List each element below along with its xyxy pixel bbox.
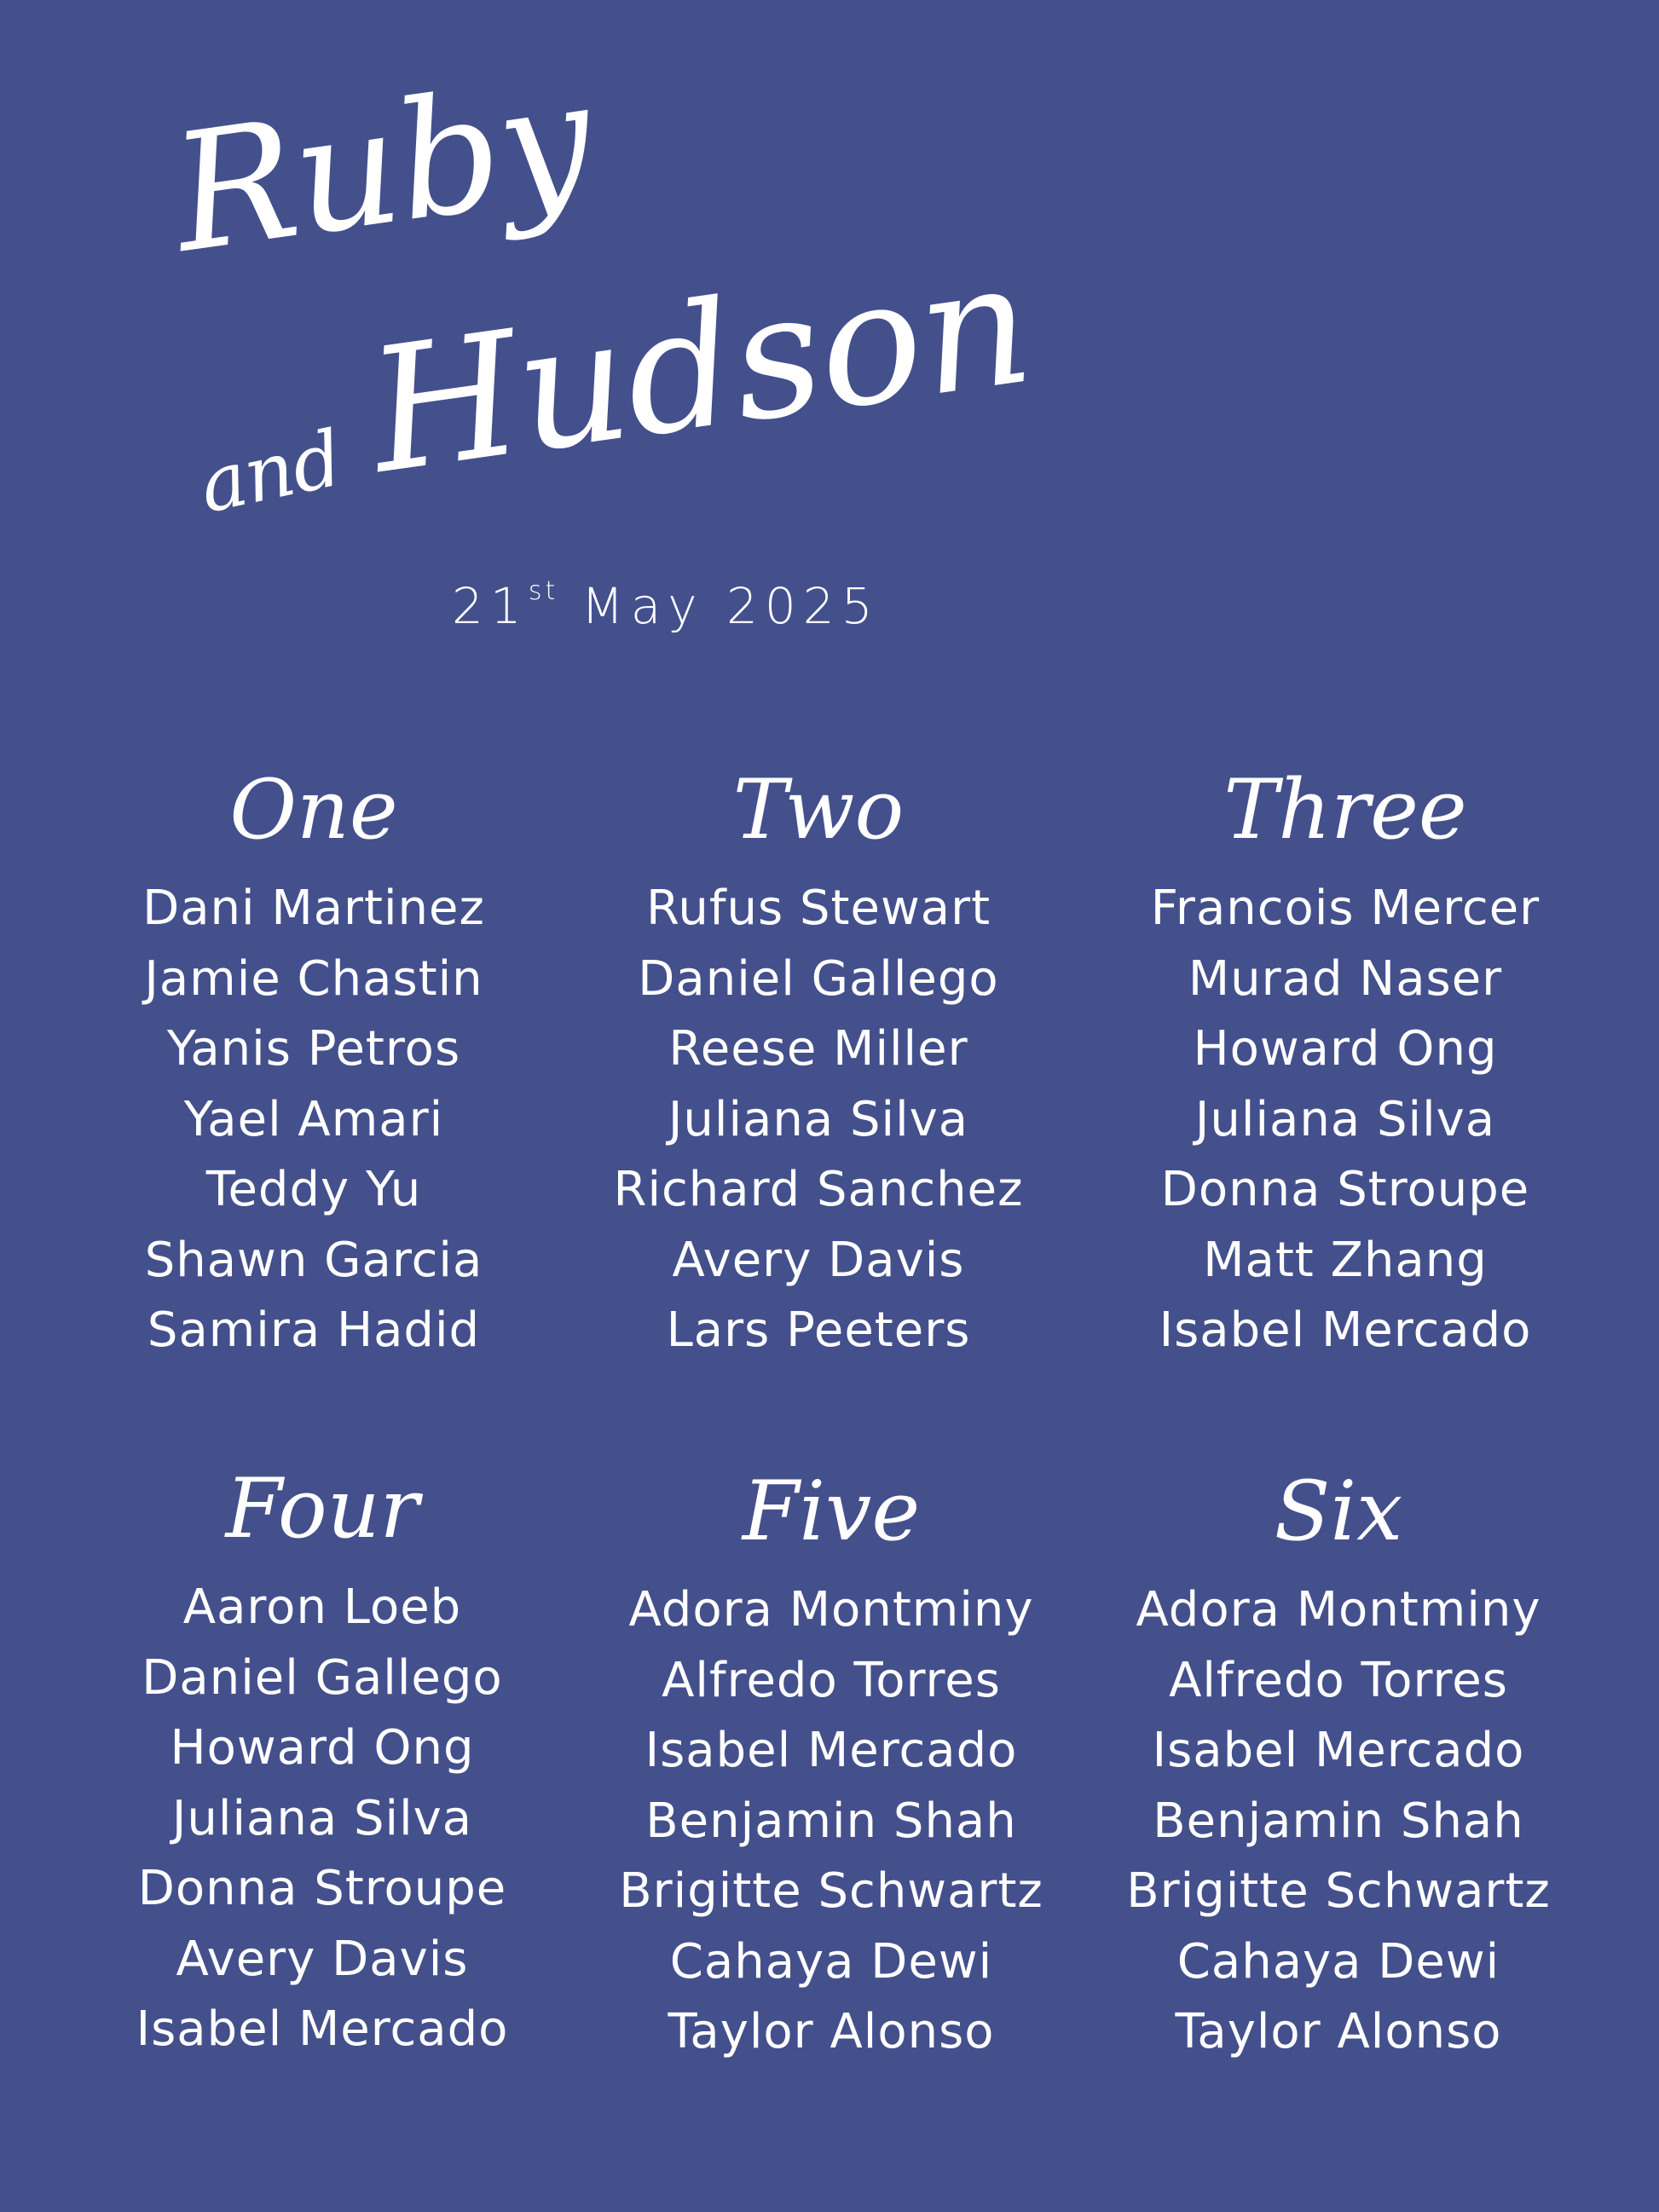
table-title: Three bbox=[1223, 762, 1467, 858]
table-title: Four bbox=[225, 1461, 419, 1556]
guest-name: Donna Stroupe bbox=[1160, 1162, 1530, 1217]
guest-name: Juliana Silva bbox=[1194, 1091, 1496, 1147]
guest-list bbox=[58, 874, 569, 1366]
guest-name: Benjamin Shah bbox=[1153, 1793, 1524, 1849]
table-four bbox=[66, 1445, 578, 2065]
guest-name: Francois Mercer bbox=[1150, 881, 1540, 936]
guest-name: Yael Amari bbox=[183, 1091, 444, 1147]
table-title: One bbox=[229, 762, 398, 858]
table-title: Two bbox=[732, 762, 905, 858]
guest-name: Isabel Mercado bbox=[1159, 1302, 1532, 1358]
guest-name: Avery Davis bbox=[672, 1232, 965, 1288]
guest-name: Dani Martinez bbox=[142, 881, 485, 936]
guest-name: Cahaya Dewi bbox=[1176, 1933, 1500, 1990]
guest-name: Rufus Stewart bbox=[645, 881, 991, 936]
guest-name: Daniel Gallego bbox=[142, 1649, 503, 1706]
guest-name: Howard Ong bbox=[170, 1720, 475, 1776]
table-three bbox=[1090, 746, 1601, 1366]
table-title: Six bbox=[1274, 1464, 1403, 1559]
guest-name: Aaron Loeb bbox=[182, 1580, 462, 1635]
guest-list bbox=[563, 874, 1074, 1366]
guest-name: Juliana Silva bbox=[668, 1091, 969, 1147]
guest-name: Daniel Gallego bbox=[638, 950, 999, 1007]
table-title: Five bbox=[742, 1464, 921, 1559]
date-day: 21 bbox=[452, 577, 529, 635]
table-six bbox=[1083, 1447, 1594, 2068]
guest-name: Alfredo Torres bbox=[662, 1652, 1001, 1708]
guest-name: Teddy Yu bbox=[205, 1162, 422, 1217]
guest-list bbox=[66, 1573, 578, 2065]
guest-name: Donna Stroupe bbox=[137, 1861, 507, 1916]
table-one bbox=[58, 746, 569, 1366]
guest-name: Isabel Mercado bbox=[136, 2001, 509, 2057]
guest-name: Jamie Chastin bbox=[144, 950, 483, 1007]
guest-list bbox=[575, 1575, 1087, 2068]
guest-name: Taylor Alonso bbox=[668, 2004, 995, 2059]
guest-name: Murad Naser bbox=[1188, 950, 1503, 1007]
guest-name: Matt Zhang bbox=[1203, 1232, 1488, 1288]
guest-name: Adora Montminy bbox=[628, 1582, 1034, 1637]
guest-name: Brigitte Schwartz bbox=[1126, 1863, 1551, 1919]
guest-name: Reese Miller bbox=[668, 1021, 968, 1077]
guest-name: Isabel Mercado bbox=[645, 1723, 1018, 1778]
guest-list bbox=[1083, 1575, 1594, 2068]
guest-name: Adora Montminy bbox=[1136, 1582, 1541, 1637]
guest-name: Cahaya Dewi bbox=[669, 1933, 993, 1990]
couple-name-first: Ruby bbox=[162, 43, 603, 289]
couple-name-second: Hudson bbox=[358, 222, 1042, 512]
couple-and: and bbox=[192, 413, 350, 531]
guest-name: Brigitte Schwartz bbox=[619, 1863, 1043, 1919]
guest-name: Alfredo Torres bbox=[1169, 1652, 1508, 1708]
guest-name: Juliana Silva bbox=[171, 1790, 473, 1846]
guest-name: Howard Ong bbox=[1193, 1021, 1498, 1077]
guest-name: Lars Peeters bbox=[666, 1302, 971, 1358]
guest-name: Avery Davis bbox=[176, 1931, 469, 1987]
table-five bbox=[575, 1447, 1087, 2068]
date-month-year: May 2025 bbox=[581, 577, 880, 635]
guest-name: Taylor Alonso bbox=[1175, 2004, 1502, 2059]
guest-name: Benjamin Shah bbox=[645, 1793, 1017, 1849]
guest-name: Shawn Garcia bbox=[144, 1232, 483, 1288]
wedding-date bbox=[452, 576, 880, 635]
guest-name: Isabel Mercado bbox=[1152, 1723, 1525, 1778]
guest-name: Samira Hadid bbox=[147, 1302, 481, 1358]
table-two bbox=[563, 746, 1074, 1366]
guest-name: Yanis Petros bbox=[166, 1021, 461, 1077]
guest-list bbox=[1090, 874, 1601, 1366]
date-suffix: st bbox=[528, 576, 559, 606]
guest-name: Richard Sanchez bbox=[613, 1162, 1024, 1217]
